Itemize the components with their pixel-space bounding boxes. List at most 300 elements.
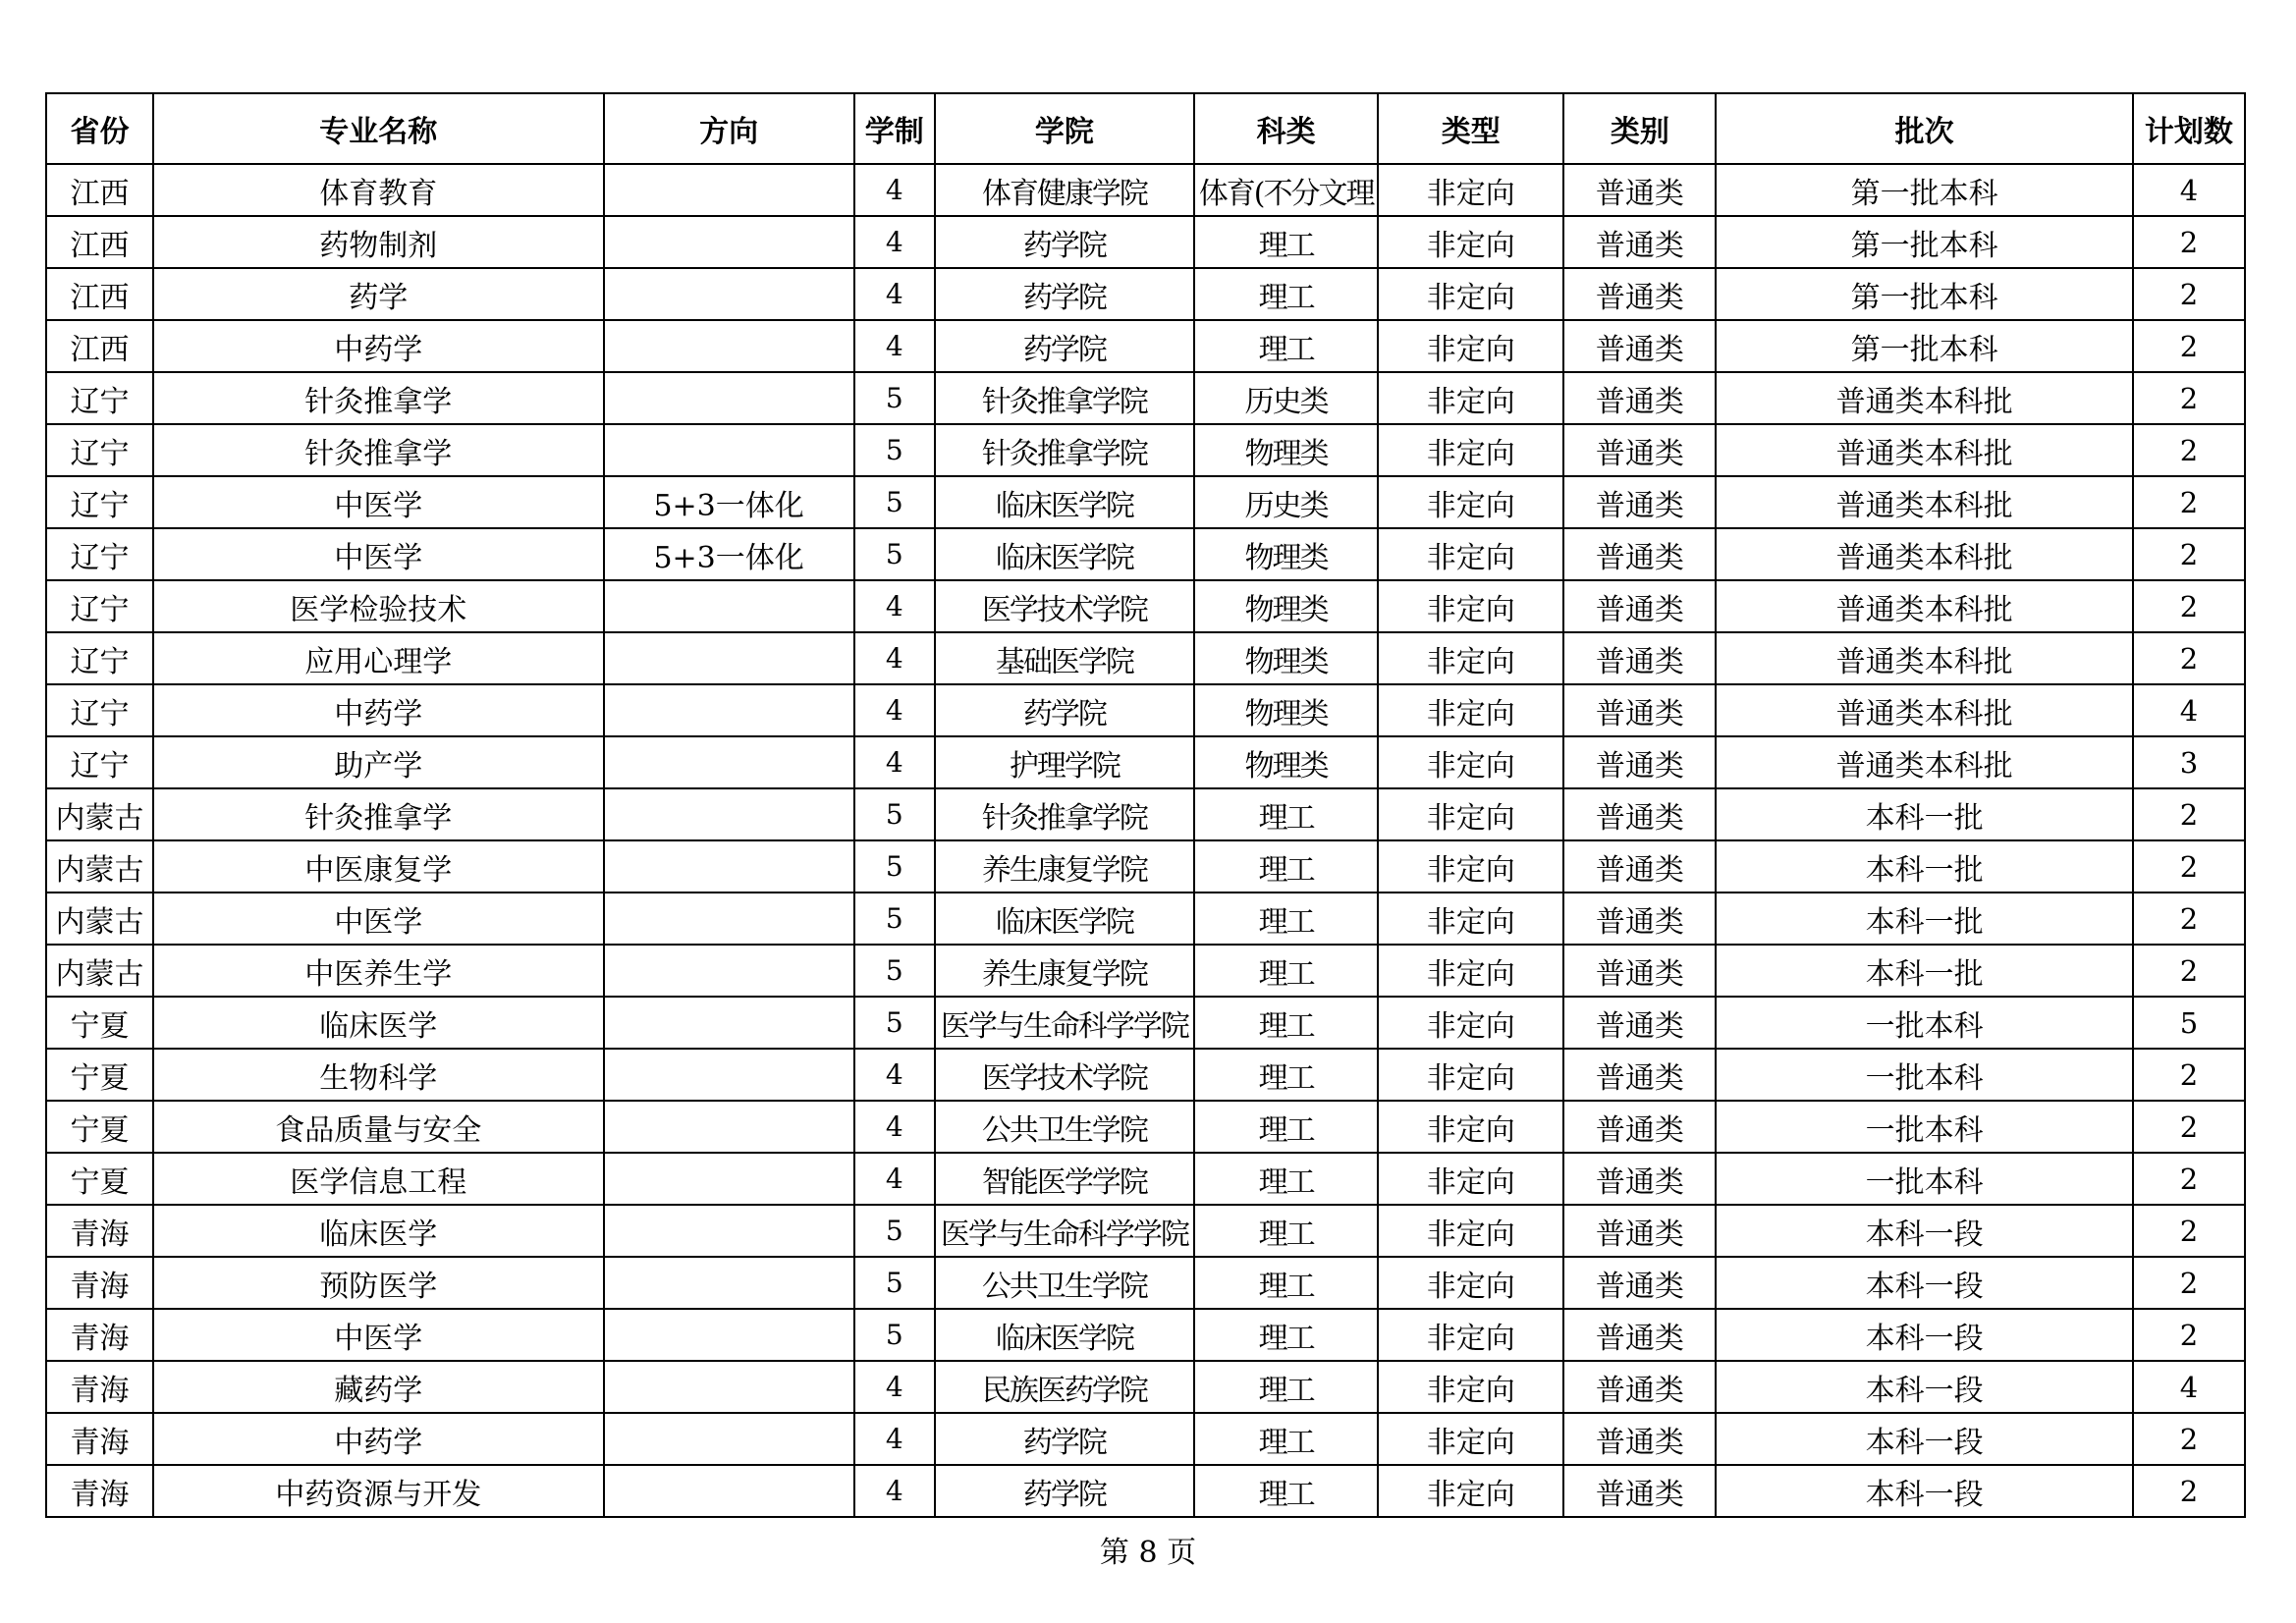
- cell-subject: 理工: [1194, 788, 1378, 840]
- table-row: [46, 1465, 2245, 1517]
- cell-school: 医学技术学院: [935, 580, 1194, 632]
- cell-subject: 理工: [1194, 1309, 1378, 1361]
- cell-duration: 5: [854, 893, 935, 945]
- cell-plan-count: 2: [2133, 893, 2245, 945]
- cell-duration: 4: [854, 684, 935, 736]
- cell-major: 医学信息工程: [153, 1153, 603, 1205]
- cell-category: 普通类: [1563, 736, 1716, 788]
- table-row: [46, 268, 2245, 320]
- col-header-school: 学院: [935, 93, 1194, 164]
- col-header-type: 类型: [1378, 93, 1563, 164]
- cell-plan-count: 2: [2133, 1309, 2245, 1361]
- cell-school: 智能医学学院: [935, 1153, 1194, 1205]
- cell-subject: 理工: [1194, 1413, 1378, 1465]
- cell-province: 青海: [46, 1205, 153, 1257]
- cell-province: 辽宁: [46, 528, 153, 580]
- cell-subject: 物理类: [1194, 684, 1378, 736]
- cell-plan-count: 2: [2133, 1205, 2245, 1257]
- cell-plan-count: 5: [2133, 997, 2245, 1049]
- cell-school: 临床医学院: [935, 1309, 1194, 1361]
- cell-duration: 4: [854, 1049, 935, 1101]
- cell-plan-count: 2: [2133, 1153, 2245, 1205]
- cell-province: 青海: [46, 1361, 153, 1413]
- cell-plan-count: 2: [2133, 528, 2245, 580]
- cell-subject: 理工: [1194, 1361, 1378, 1413]
- table-row: [46, 1205, 2245, 1257]
- cell-category: 普通类: [1563, 1257, 1716, 1309]
- cell-type: 非定向: [1378, 736, 1563, 788]
- cell-school: 针灸推拿学院: [935, 788, 1194, 840]
- cell-school: 公共卫生学院: [935, 1257, 1194, 1309]
- cell-school: 养生康复学院: [935, 945, 1194, 997]
- cell-category: 普通类: [1563, 1101, 1716, 1153]
- cell-batch: 本科一段: [1716, 1465, 2132, 1517]
- cell-province: 内蒙古: [46, 788, 153, 840]
- cell-subject: 历史类: [1194, 372, 1378, 424]
- cell-major: 中医学: [153, 476, 603, 528]
- cell-direction: [604, 736, 854, 788]
- cell-province: 江西: [46, 216, 153, 268]
- cell-category: 普通类: [1563, 1413, 1716, 1465]
- cell-major: 预防医学: [153, 1257, 603, 1309]
- cell-direction: [604, 893, 854, 945]
- cell-direction: [604, 1205, 854, 1257]
- cell-major: 药物制剂: [153, 216, 603, 268]
- cell-duration: 4: [854, 1361, 935, 1413]
- cell-school: 临床医学院: [935, 528, 1194, 580]
- cell-batch: 第一批本科: [1716, 268, 2132, 320]
- cell-direction: [604, 1413, 854, 1465]
- cell-duration: 5: [854, 788, 935, 840]
- cell-type: 非定向: [1378, 1361, 1563, 1413]
- cell-plan-count: 2: [2133, 216, 2245, 268]
- cell-type: 非定向: [1378, 1153, 1563, 1205]
- cell-batch: 一批本科: [1716, 1049, 2132, 1101]
- cell-plan-count: 2: [2133, 1465, 2245, 1517]
- cell-major: 中药学: [153, 320, 603, 372]
- cell-category: 普通类: [1563, 476, 1716, 528]
- cell-batch: 普通类本科批: [1716, 476, 2132, 528]
- cell-province: 辽宁: [46, 476, 153, 528]
- cell-category: 普通类: [1563, 788, 1716, 840]
- cell-type: 非定向: [1378, 164, 1563, 216]
- cell-direction: [604, 268, 854, 320]
- enrollment-plan-table: [45, 92, 2246, 1518]
- cell-plan-count: 2: [2133, 268, 2245, 320]
- cell-subject: 理工: [1194, 1205, 1378, 1257]
- cell-direction: [604, 840, 854, 893]
- cell-category: 普通类: [1563, 424, 1716, 476]
- cell-batch: 普通类本科批: [1716, 632, 2132, 684]
- cell-subject: 物理类: [1194, 736, 1378, 788]
- cell-duration: 4: [854, 1153, 935, 1205]
- cell-school: 养生康复学院: [935, 840, 1194, 893]
- cell-school: 药学院: [935, 1465, 1194, 1517]
- cell-category: 普通类: [1563, 268, 1716, 320]
- cell-province: 青海: [46, 1465, 153, 1517]
- cell-duration: 4: [854, 164, 935, 216]
- cell-subject: 体育(不分文理: [1194, 164, 1378, 216]
- cell-category: 普通类: [1563, 840, 1716, 893]
- cell-plan-count: 2: [2133, 945, 2245, 997]
- page-number: 第 8 页: [1099, 1536, 1197, 1570]
- cell-batch: 普通类本科批: [1716, 528, 2132, 580]
- table-row: [46, 424, 2245, 476]
- cell-type: 非定向: [1378, 528, 1563, 580]
- cell-type: 非定向: [1378, 632, 1563, 684]
- cell-major: 体育教育: [153, 164, 603, 216]
- table-row: [46, 1153, 2245, 1205]
- cell-type: 非定向: [1378, 997, 1563, 1049]
- cell-type: 非定向: [1378, 893, 1563, 945]
- cell-major: 中医学: [153, 1309, 603, 1361]
- cell-batch: 本科一段: [1716, 1309, 2132, 1361]
- cell-major: 生物科学: [153, 1049, 603, 1101]
- table-row: [46, 684, 2245, 736]
- cell-category: 普通类: [1563, 632, 1716, 684]
- cell-duration: 5: [854, 424, 935, 476]
- cell-type: 非定向: [1378, 476, 1563, 528]
- cell-subject: 理工: [1194, 1153, 1378, 1205]
- cell-direction: [604, 164, 854, 216]
- cell-plan-count: 2: [2133, 1101, 2245, 1153]
- cell-category: 普通类: [1563, 1465, 1716, 1517]
- cell-category: 普通类: [1563, 164, 1716, 216]
- table-row: [46, 1101, 2245, 1153]
- table-row: [46, 788, 2245, 840]
- cell-type: 非定向: [1378, 1257, 1563, 1309]
- col-header-direction: 方向: [604, 93, 854, 164]
- cell-school: 药学院: [935, 216, 1194, 268]
- cell-province: 江西: [46, 320, 153, 372]
- cell-province: 宁夏: [46, 1101, 153, 1153]
- cell-major: 医学检验技术: [153, 580, 603, 632]
- cell-school: 体育健康学院: [935, 164, 1194, 216]
- cell-major: 中药学: [153, 684, 603, 736]
- cell-category: 普通类: [1563, 372, 1716, 424]
- cell-direction: [604, 424, 854, 476]
- cell-province: 宁夏: [46, 1049, 153, 1101]
- cell-type: 非定向: [1378, 268, 1563, 320]
- table-row: [46, 216, 2245, 268]
- cell-type: 非定向: [1378, 1309, 1563, 1361]
- cell-province: 辽宁: [46, 632, 153, 684]
- cell-batch: 本科一批: [1716, 840, 2132, 893]
- cell-province: 青海: [46, 1257, 153, 1309]
- cell-direction: [604, 684, 854, 736]
- cell-duration: 5: [854, 372, 935, 424]
- cell-type: 非定向: [1378, 840, 1563, 893]
- cell-category: 普通类: [1563, 216, 1716, 268]
- col-header-plan-count: 计划数: [2133, 93, 2245, 164]
- cell-type: 非定向: [1378, 1101, 1563, 1153]
- cell-type: 非定向: [1378, 788, 1563, 840]
- cell-type: 非定向: [1378, 320, 1563, 372]
- cell-subject: 物理类: [1194, 528, 1378, 580]
- cell-plan-count: 4: [2133, 1361, 2245, 1413]
- cell-province: 辽宁: [46, 684, 153, 736]
- cell-direction: [604, 1309, 854, 1361]
- cell-subject: 理工: [1194, 997, 1378, 1049]
- cell-direction: [604, 788, 854, 840]
- cell-category: 普通类: [1563, 1153, 1716, 1205]
- cell-plan-count: 2: [2133, 424, 2245, 476]
- table-row: [46, 1361, 2245, 1413]
- table-body: [46, 164, 2245, 1517]
- cell-direction: [604, 1101, 854, 1153]
- cell-type: 非定向: [1378, 1465, 1563, 1517]
- cell-plan-count: 4: [2133, 684, 2245, 736]
- cell-school: 基础医学院: [935, 632, 1194, 684]
- cell-major: 藏药学: [153, 1361, 603, 1413]
- cell-school: 临床医学院: [935, 476, 1194, 528]
- cell-subject: 理工: [1194, 268, 1378, 320]
- cell-subject: 物理类: [1194, 632, 1378, 684]
- table-row: [46, 320, 2245, 372]
- cell-batch: 本科一段: [1716, 1413, 2132, 1465]
- table-row: [46, 372, 2245, 424]
- cell-batch: 第一批本科: [1716, 216, 2132, 268]
- cell-category: 普通类: [1563, 893, 1716, 945]
- table-row: [46, 997, 2245, 1049]
- cell-province: 江西: [46, 268, 153, 320]
- cell-school: 公共卫生学院: [935, 1101, 1194, 1153]
- cell-batch: 本科一段: [1716, 1257, 2132, 1309]
- cell-subject: 理工: [1194, 1101, 1378, 1153]
- table-row: [46, 164, 2245, 216]
- cell-plan-count: 3: [2133, 736, 2245, 788]
- cell-duration: 4: [854, 1413, 935, 1465]
- table-row: [46, 736, 2245, 788]
- cell-school: 民族医药学院: [935, 1361, 1194, 1413]
- cell-subject: 理工: [1194, 320, 1378, 372]
- cell-subject: 理工: [1194, 1049, 1378, 1101]
- cell-batch: 第一批本科: [1716, 320, 2132, 372]
- table-row: [46, 1257, 2245, 1309]
- cell-category: 普通类: [1563, 320, 1716, 372]
- col-header-category: 类别: [1563, 93, 1716, 164]
- cell-major: 中医康复学: [153, 840, 603, 893]
- cell-major: 针灸推拿学: [153, 424, 603, 476]
- cell-duration: 5: [854, 997, 935, 1049]
- cell-direction: [604, 320, 854, 372]
- cell-province: 内蒙古: [46, 840, 153, 893]
- cell-direction: [604, 1257, 854, 1309]
- cell-type: 非定向: [1378, 372, 1563, 424]
- cell-province: 青海: [46, 1413, 153, 1465]
- cell-batch: 本科一批: [1716, 788, 2132, 840]
- table-row: [46, 945, 2245, 997]
- cell-school: 医学与生命科学学院: [935, 1205, 1194, 1257]
- cell-batch: 本科一段: [1716, 1205, 2132, 1257]
- cell-plan-count: 2: [2133, 1257, 2245, 1309]
- cell-duration: 4: [854, 1465, 935, 1517]
- table-row: [46, 893, 2245, 945]
- cell-direction: [604, 216, 854, 268]
- cell-batch: 普通类本科批: [1716, 372, 2132, 424]
- cell-subject: 理工: [1194, 893, 1378, 945]
- cell-major: 食品质量与安全: [153, 1101, 603, 1153]
- cell-major: 临床医学: [153, 997, 603, 1049]
- cell-plan-count: 2: [2133, 580, 2245, 632]
- cell-type: 非定向: [1378, 1049, 1563, 1101]
- table-row: [46, 580, 2245, 632]
- cell-duration: 4: [854, 216, 935, 268]
- cell-direction: [604, 372, 854, 424]
- cell-direction: [604, 580, 854, 632]
- cell-subject: 理工: [1194, 840, 1378, 893]
- cell-category: 普通类: [1563, 1309, 1716, 1361]
- cell-province: 宁夏: [46, 1153, 153, 1205]
- col-header-subject: 科类: [1194, 93, 1378, 164]
- cell-subject: 理工: [1194, 1465, 1378, 1517]
- cell-batch: 普通类本科批: [1716, 736, 2132, 788]
- cell-province: 江西: [46, 164, 153, 216]
- cell-direction: 5+3一体化: [604, 528, 854, 580]
- cell-duration: 4: [854, 632, 935, 684]
- table-row: [46, 632, 2245, 684]
- cell-school: 药学院: [935, 268, 1194, 320]
- cell-direction: [604, 945, 854, 997]
- cell-subject: 物理类: [1194, 580, 1378, 632]
- table-row: [46, 1309, 2245, 1361]
- cell-duration: 5: [854, 1205, 935, 1257]
- cell-province: 辽宁: [46, 580, 153, 632]
- cell-plan-count: 2: [2133, 840, 2245, 893]
- cell-duration: 4: [854, 268, 935, 320]
- cell-province: 内蒙古: [46, 893, 153, 945]
- cell-duration: 5: [854, 528, 935, 580]
- cell-plan-count: 2: [2133, 372, 2245, 424]
- cell-major: 中药学: [153, 1413, 603, 1465]
- cell-category: 普通类: [1563, 1205, 1716, 1257]
- cell-major: 针灸推拿学: [153, 788, 603, 840]
- table-row: [46, 1413, 2245, 1465]
- cell-school: 针灸推拿学院: [935, 424, 1194, 476]
- cell-province: 辽宁: [46, 736, 153, 788]
- cell-type: 非定向: [1378, 580, 1563, 632]
- cell-province: 辽宁: [46, 372, 153, 424]
- cell-major: 临床医学: [153, 1205, 603, 1257]
- cell-plan-count: 2: [2133, 320, 2245, 372]
- cell-type: 非定向: [1378, 1205, 1563, 1257]
- table-row: [46, 1049, 2245, 1101]
- cell-major: 药学: [153, 268, 603, 320]
- cell-plan-count: 4: [2133, 164, 2245, 216]
- cell-major: 中医养生学: [153, 945, 603, 997]
- cell-batch: 本科一批: [1716, 945, 2132, 997]
- cell-subject: 物理类: [1194, 424, 1378, 476]
- cell-direction: [604, 1465, 854, 1517]
- cell-school: 护理学院: [935, 736, 1194, 788]
- cell-major: 针灸推拿学: [153, 372, 603, 424]
- cell-category: 普通类: [1563, 1049, 1716, 1101]
- cell-school: 医学与生命科学学院: [935, 997, 1194, 1049]
- header-row: [46, 93, 2245, 164]
- col-header-major: 专业名称: [153, 93, 603, 164]
- cell-major: 助产学: [153, 736, 603, 788]
- cell-category: 普通类: [1563, 997, 1716, 1049]
- cell-plan-count: 2: [2133, 1049, 2245, 1101]
- col-header-duration: 学制: [854, 93, 935, 164]
- col-header-batch: 批次: [1716, 93, 2132, 164]
- cell-duration: 5: [854, 1257, 935, 1309]
- cell-type: 非定向: [1378, 424, 1563, 476]
- cell-batch: 一批本科: [1716, 997, 2132, 1049]
- table-row: [46, 840, 2245, 893]
- cell-major: 中医学: [153, 893, 603, 945]
- cell-duration: 5: [854, 840, 935, 893]
- cell-duration: 5: [854, 1309, 935, 1361]
- table-row: [46, 528, 2245, 580]
- cell-school: 临床医学院: [935, 893, 1194, 945]
- cell-school: 针灸推拿学院: [935, 372, 1194, 424]
- cell-duration: 4: [854, 736, 935, 788]
- cell-duration: 4: [854, 1101, 935, 1153]
- cell-batch: 一批本科: [1716, 1101, 2132, 1153]
- cell-type: 非定向: [1378, 684, 1563, 736]
- cell-batch: 第一批本科: [1716, 164, 2132, 216]
- cell-category: 普通类: [1563, 945, 1716, 997]
- cell-school: 药学院: [935, 684, 1194, 736]
- cell-plan-count: 2: [2133, 788, 2245, 840]
- cell-batch: 本科一段: [1716, 1361, 2132, 1413]
- cell-plan-count: 2: [2133, 632, 2245, 684]
- cell-type: 非定向: [1378, 216, 1563, 268]
- cell-batch: 一批本科: [1716, 1153, 2132, 1205]
- cell-major: 应用心理学: [153, 632, 603, 684]
- cell-duration: 5: [854, 945, 935, 997]
- cell-province: 宁夏: [46, 997, 153, 1049]
- cell-duration: 4: [854, 580, 935, 632]
- cell-province: 青海: [46, 1309, 153, 1361]
- cell-school: 药学院: [935, 320, 1194, 372]
- cell-direction: [604, 1049, 854, 1101]
- cell-category: 普通类: [1563, 684, 1716, 736]
- cell-direction: [604, 632, 854, 684]
- cell-subject: 理工: [1194, 945, 1378, 997]
- cell-type: 非定向: [1378, 945, 1563, 997]
- cell-subject: 理工: [1194, 1257, 1378, 1309]
- cell-subject: 理工: [1194, 216, 1378, 268]
- cell-province: 内蒙古: [46, 945, 153, 997]
- cell-duration: 4: [854, 320, 935, 372]
- cell-direction: 5+3一体化: [604, 476, 854, 528]
- cell-category: 普通类: [1563, 1361, 1716, 1413]
- col-header-province: 省份: [46, 93, 153, 164]
- cell-plan-count: 2: [2133, 476, 2245, 528]
- cell-batch: 普通类本科批: [1716, 580, 2132, 632]
- cell-category: 普通类: [1563, 528, 1716, 580]
- cell-direction: [604, 1153, 854, 1205]
- cell-province: 辽宁: [46, 424, 153, 476]
- cell-major: 中药资源与开发: [153, 1465, 603, 1517]
- cell-batch: 本科一批: [1716, 893, 2132, 945]
- cell-direction: [604, 997, 854, 1049]
- cell-subject: 历史类: [1194, 476, 1378, 528]
- cell-major: 中医学: [153, 528, 603, 580]
- table-row: [46, 476, 2245, 528]
- cell-school: 药学院: [935, 1413, 1194, 1465]
- cell-category: 普通类: [1563, 580, 1716, 632]
- cell-duration: 5: [854, 476, 935, 528]
- cell-batch: 普通类本科批: [1716, 424, 2132, 476]
- cell-type: 非定向: [1378, 1413, 1563, 1465]
- cell-school: 医学技术学院: [935, 1049, 1194, 1101]
- cell-batch: 普通类本科批: [1716, 684, 2132, 736]
- cell-direction: [604, 1361, 854, 1413]
- cell-plan-count: 2: [2133, 1413, 2245, 1465]
